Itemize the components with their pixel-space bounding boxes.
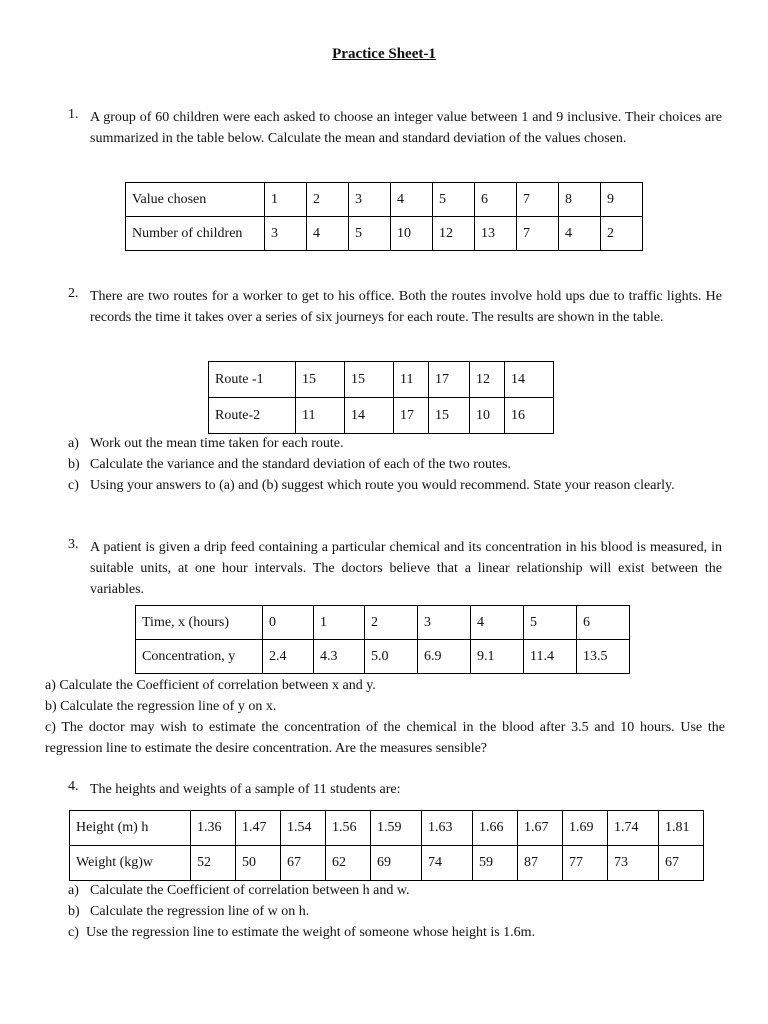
table-cell: 3 — [418, 606, 471, 640]
question-3-table — [135, 605, 630, 674]
table-cell: 50 — [236, 846, 281, 881]
table-row — [136, 640, 630, 674]
row-label: Height (m) h — [70, 811, 191, 846]
row-label: Concentration, y — [136, 640, 263, 674]
table-cell: 67 — [281, 846, 326, 881]
table-cell: 11 — [394, 362, 429, 398]
table-row — [70, 846, 704, 881]
table-cell: 4 — [559, 217, 601, 251]
table-cell: 15 — [429, 398, 470, 434]
table-cell: 0 — [263, 606, 314, 640]
question-4-text: The heights and weights of a sample of 11 students are: — [90, 782, 401, 797]
table-cell: 2 — [365, 606, 418, 640]
table-cell: 1.67 — [518, 811, 563, 846]
row-label: Time, x (hours) — [136, 606, 263, 640]
page-title: Practice Sheet-1 — [332, 46, 436, 62]
question-3-part-a: a) Calculate the Coefficient of correlation between x and y. — [45, 678, 376, 693]
table-cell: 1 — [265, 183, 307, 217]
table-cell: 3 — [349, 183, 391, 217]
question-1-text: A group of 60 children were each asked to choose an integer value between 1 and 9 inclusive. Their choices are summarized in the table below. Calculate the mean and standard deviation of the values chosen. — [90, 110, 722, 146]
table-cell: 6 — [577, 606, 630, 640]
table-cell: 74 — [422, 846, 473, 881]
table-row — [209, 398, 554, 434]
table-row — [70, 811, 704, 846]
table-cell: 2 — [601, 217, 643, 251]
table-cell: 62 — [326, 846, 371, 881]
question-2-text: There are two routes for a worker to get to his office. Both the routes involve hold ups due to traffic lights. He records the time it takes over a series of six journeys for each route. The results are shown in the table. — [90, 289, 722, 325]
table-cell: 9.1 — [471, 640, 524, 674]
table-cell: 2.4 — [263, 640, 314, 674]
table-cell: 11.4 — [524, 640, 577, 674]
row-label: Route -1 — [209, 362, 296, 398]
question-4-part-b-label: b) — [68, 904, 80, 919]
table-cell: 1.54 — [281, 811, 326, 846]
table-cell: 2 — [307, 183, 349, 217]
question-3-text: A patient is given a drip feed containing a particular chemical and its concentration in his blood is measured, in suitable units, at one hour intervals. The doctors believe that a linear relationship will exist between the variables. — [90, 540, 722, 597]
table-cell: 10 — [470, 398, 505, 434]
table-cell: 8 — [559, 183, 601, 217]
question-4-part-c-label: c) — [68, 925, 79, 940]
table-cell: 1 — [314, 606, 365, 640]
table-cell: 1.66 — [473, 811, 518, 846]
table-row — [126, 217, 643, 251]
table-cell: 5 — [349, 217, 391, 251]
question-4-part-a: Calculate the Coefficient of correlation between h and w. — [90, 883, 410, 898]
question-3-part-c: c) The doctor may wish to estimate the concentration of the chemical in the blood after 3.5 and 10 hours. Use the regression line to estimate the desire concentration. Are the measures sensible? — [45, 720, 725, 756]
question-2-number: 2. — [68, 286, 79, 301]
question-2-part-c-label: c) — [68, 478, 79, 493]
question-4-number: 4. — [68, 779, 79, 794]
table-cell: 7 — [517, 217, 559, 251]
question-3-number: 3. — [68, 537, 79, 552]
table-cell: 13 — [475, 217, 517, 251]
table-cell: 12 — [433, 217, 475, 251]
question-4-table — [69, 810, 704, 881]
table-cell: 9 — [601, 183, 643, 217]
question-2-table — [208, 361, 554, 434]
table-cell: 1.36 — [191, 811, 236, 846]
table-cell: 11 — [296, 398, 345, 434]
question-2-part-b-label: b) — [68, 457, 80, 472]
table-cell: 16 — [505, 398, 554, 434]
table-cell: 17 — [429, 362, 470, 398]
table-cell: 1.63 — [422, 811, 473, 846]
table-row — [136, 606, 630, 640]
table-cell: 13.5 — [577, 640, 630, 674]
table-cell: 73 — [608, 846, 659, 881]
table-cell: 4 — [471, 606, 524, 640]
table-row — [209, 362, 554, 398]
question-2-part-b: Calculate the variance and the standard deviation of each of the two routes. — [90, 457, 511, 472]
table-cell: 12 — [470, 362, 505, 398]
table-cell: 15 — [345, 362, 394, 398]
table-cell: 52 — [191, 846, 236, 881]
table-cell: 14 — [505, 362, 554, 398]
row-label: Number of children — [126, 217, 265, 251]
table-cell: 5.0 — [365, 640, 418, 674]
table-cell: 5 — [524, 606, 577, 640]
table-cell: 4 — [307, 217, 349, 251]
row-label: Weight (kg)w — [70, 846, 191, 881]
table-cell: 1.59 — [371, 811, 422, 846]
table-cell: 87 — [518, 846, 563, 881]
table-cell: 59 — [473, 846, 518, 881]
table-cell: 4.3 — [314, 640, 365, 674]
table-cell: 5 — [433, 183, 475, 217]
table-cell: 10 — [391, 217, 433, 251]
table-cell: 1.56 — [326, 811, 371, 846]
question-3-part-b: b) Calculate the regression line of y on x. — [45, 699, 277, 714]
table-cell: 7 — [517, 183, 559, 217]
question-4-part-c: Use the regression line to estimate the weight of someone whose height is 1.6m. — [86, 925, 536, 940]
table-cell: 3 — [265, 217, 307, 251]
question-2-part-c: Using your answers to (a) and (b) suggest which route you would recommend. State your reason clearly. — [90, 478, 675, 493]
question-2-part-a-label: a) — [68, 436, 79, 451]
table-cell: 1.74 — [608, 811, 659, 846]
table-cell: 17 — [394, 398, 429, 434]
row-label: Value chosen — [126, 183, 265, 217]
table-cell: 1.47 — [236, 811, 281, 846]
table-cell: 77 — [563, 846, 608, 881]
question-1-number: 1. — [68, 107, 79, 122]
table-cell: 4 — [391, 183, 433, 217]
question-1-table — [125, 182, 643, 251]
table-row — [126, 183, 643, 217]
table-cell: 67 — [659, 846, 704, 881]
table-cell: 14 — [345, 398, 394, 434]
table-cell: 6.9 — [418, 640, 471, 674]
table-cell: 1.69 — [563, 811, 608, 846]
table-cell: 6 — [475, 183, 517, 217]
table-cell: 1.81 — [659, 811, 704, 846]
question-2-part-a: Work out the mean time taken for each route. — [90, 436, 344, 451]
question-4-part-a-label: a) — [68, 883, 79, 898]
question-4-part-b: Calculate the regression line of w on h. — [90, 904, 310, 919]
table-cell: 69 — [371, 846, 422, 881]
table-cell: 15 — [296, 362, 345, 398]
row-label: Route-2 — [209, 398, 296, 434]
